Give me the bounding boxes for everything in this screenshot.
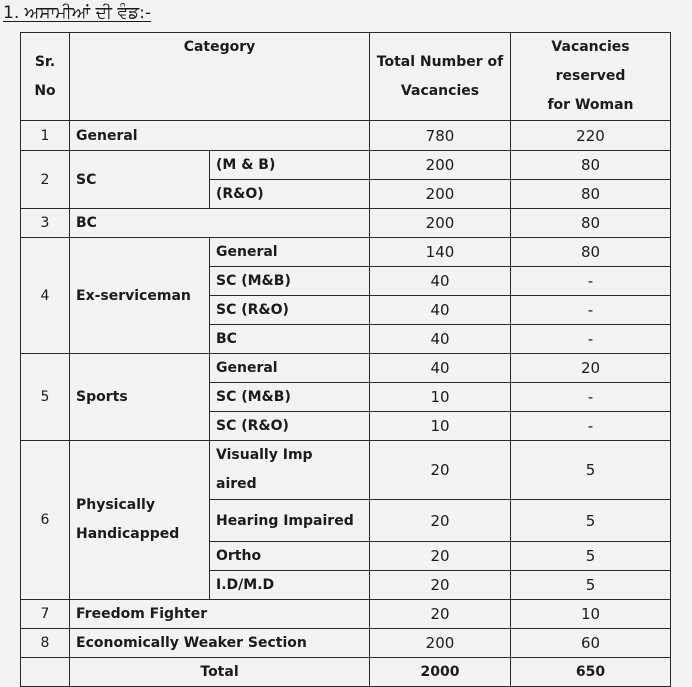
table-row xyxy=(21,600,671,629)
total-cell: 200 xyxy=(370,209,511,238)
women-cell: 5 xyxy=(511,500,671,542)
total-cell: 20 xyxy=(370,542,511,571)
category-cell: BC xyxy=(70,209,370,238)
total-cell: 40 xyxy=(370,325,511,354)
women-total-cell: 650 xyxy=(511,658,671,687)
sr-no-header-line1: Sr. xyxy=(34,53,56,70)
total-header-line1: Total Number of xyxy=(376,53,504,70)
total-cell: 200 xyxy=(370,180,511,209)
subcategory-cell xyxy=(210,441,370,500)
total-cell: 780 xyxy=(370,121,511,151)
total-cell: 200 xyxy=(370,151,511,180)
category-line1: Physically xyxy=(76,497,155,513)
sr-cell: 4 xyxy=(21,238,70,354)
subcategory-cell: Ortho xyxy=(210,542,370,571)
women-header-line1: Vacancies reserved xyxy=(551,39,630,84)
women-cell: - xyxy=(511,325,671,354)
subcategory-cell: SC (R&O) xyxy=(210,296,370,325)
women-cell: - xyxy=(511,267,671,296)
category-cell: Freedom Fighter xyxy=(70,600,370,629)
category-cell: Sports xyxy=(70,354,210,441)
header-row xyxy=(21,33,671,121)
women-cell: 20 xyxy=(511,354,671,383)
women-cell: 60 xyxy=(511,629,671,658)
sr-cell: 2 xyxy=(21,151,70,209)
table-row xyxy=(21,629,671,658)
total-vacancies-header xyxy=(370,33,511,121)
total-cell: 200 xyxy=(370,629,511,658)
women-cell: - xyxy=(511,296,671,325)
total-label: Total xyxy=(70,658,370,687)
category-cell xyxy=(70,441,210,600)
subcategory-cell: SC (R&O) xyxy=(210,412,370,441)
total-cell: 40 xyxy=(370,296,511,325)
category-header: Category xyxy=(70,33,370,121)
sr-no-header-line2: No xyxy=(34,82,56,99)
total-cell: 20 xyxy=(370,600,511,629)
women-cell: 80 xyxy=(511,209,671,238)
table-row xyxy=(21,354,671,383)
women-cell: 220 xyxy=(511,121,671,151)
total-cell: 20 xyxy=(370,571,511,600)
table-row xyxy=(21,441,671,500)
table-row xyxy=(21,209,671,238)
vacancy-table xyxy=(20,32,671,687)
total-header-line2: Vacancies xyxy=(400,82,480,99)
women-cell: 5 xyxy=(511,571,671,600)
category-cell: SC xyxy=(70,151,210,209)
total-cell: 40 xyxy=(370,354,511,383)
grand-total-cell: 2000 xyxy=(370,658,511,687)
subcategory-cell: General xyxy=(210,238,370,267)
subcategory-line2: aired xyxy=(216,476,257,492)
sr-cell: 5 xyxy=(21,354,70,441)
sr-cell: 7 xyxy=(21,600,70,629)
total-cell: 20 xyxy=(370,500,511,542)
subcategory-cell: (R&O) xyxy=(210,180,370,209)
total-cell: 40 xyxy=(370,267,511,296)
women-vacancies-header xyxy=(511,33,671,121)
sr-cell: 8 xyxy=(21,629,70,658)
subcategory-cell: BC xyxy=(210,325,370,354)
women-cell: 80 xyxy=(511,180,671,209)
category-cell: Ex-serviceman xyxy=(70,238,210,354)
sr-cell: 3 xyxy=(21,209,70,238)
table-row xyxy=(21,238,671,267)
subcategory-line1: Visually Imp xyxy=(216,447,313,463)
women-cell: 80 xyxy=(511,151,671,180)
sr-cell: 6 xyxy=(21,441,70,600)
women-cell: - xyxy=(511,412,671,441)
sr-cell: 1 xyxy=(21,121,70,151)
total-cell: 140 xyxy=(370,238,511,267)
women-header-line2: for Woman xyxy=(547,97,634,113)
women-cell: - xyxy=(511,383,671,412)
table-row xyxy=(21,121,671,151)
total-row xyxy=(21,658,671,687)
category-cell: General xyxy=(70,121,370,151)
women-cell: 80 xyxy=(511,238,671,267)
category-cell: Economically Weaker Section xyxy=(70,629,370,658)
women-cell: 10 xyxy=(511,600,671,629)
table-row xyxy=(21,151,671,180)
total-cell: 10 xyxy=(370,383,511,412)
total-cell: 20 xyxy=(370,441,511,500)
category-line2: Handicapped xyxy=(76,526,180,542)
sr-no-header xyxy=(21,33,70,121)
subcategory-cell: SC (M&B) xyxy=(210,383,370,412)
subcategory-cell: SC (M&B) xyxy=(210,267,370,296)
section-heading: 1. ਅਸਾਮੀਆਂ ਦੀ ਵੰਡ:- xyxy=(3,3,152,23)
women-cell: 5 xyxy=(511,542,671,571)
subcategory-cell: I.D/M.D xyxy=(210,571,370,600)
subcategory-cell: Hearing Impaired xyxy=(210,500,370,542)
total-cell: 10 xyxy=(370,412,511,441)
empty-sr-cell xyxy=(21,658,70,687)
subcategory-cell: General xyxy=(210,354,370,383)
subcategory-cell: (M & B) xyxy=(210,151,370,180)
women-cell: 5 xyxy=(511,441,671,500)
